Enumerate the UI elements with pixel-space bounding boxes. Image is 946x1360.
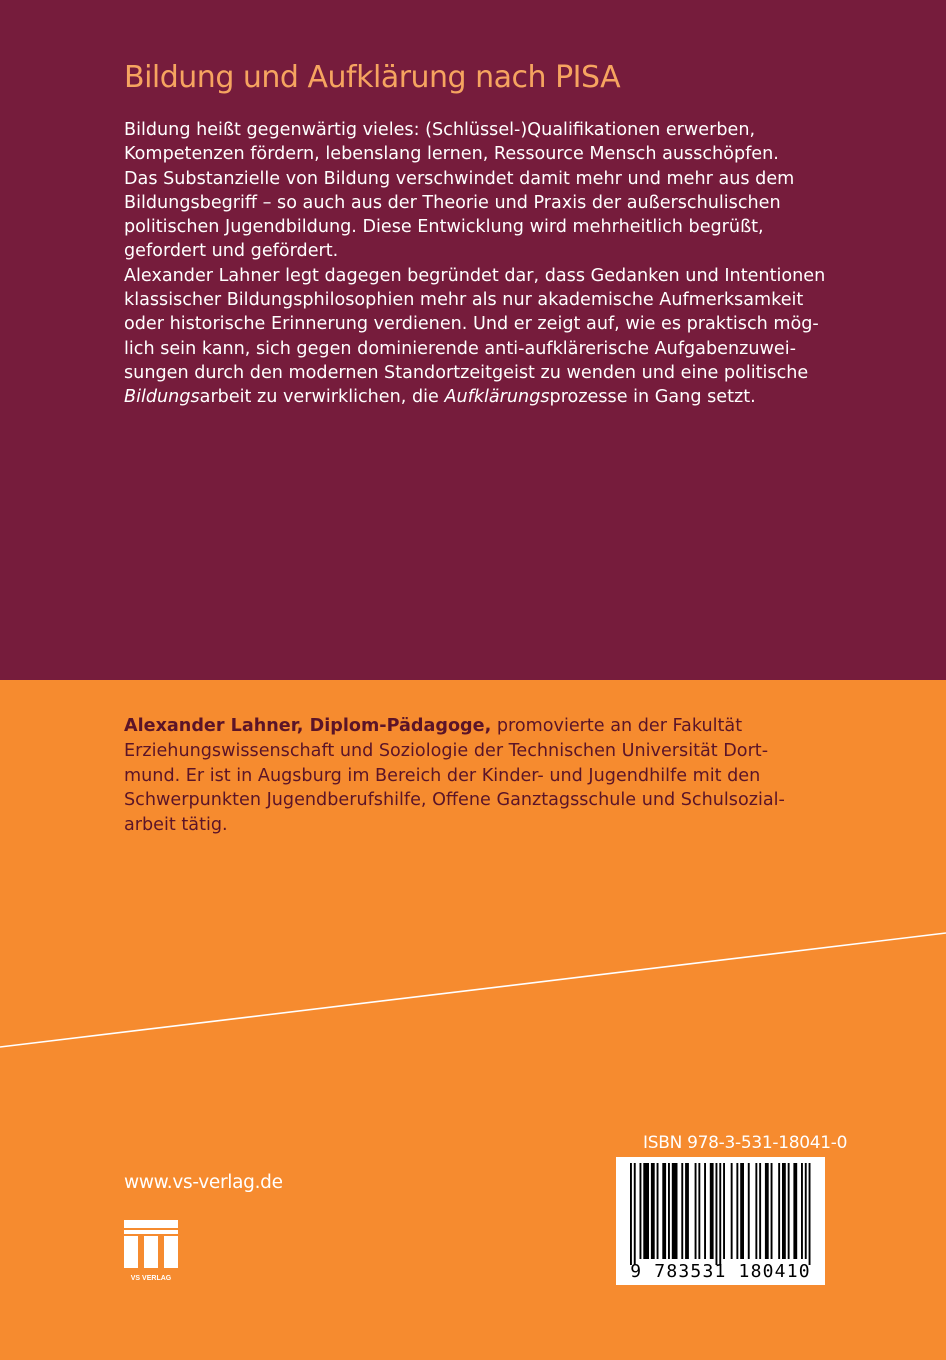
barcode-bar (765, 1163, 769, 1259)
barcode-bar (736, 1163, 738, 1259)
blurb-line: Das Substanzielle von Bildung verschwindet damit mehr und mehr aus dem (124, 168, 795, 189)
blurb-line: Alexander Lahner legt dagegen begründet dar, dass Gedanken und Intentionen (124, 265, 826, 286)
barcode-bar (805, 1163, 807, 1259)
barcode-bar (651, 1163, 655, 1259)
author-line: mund. Er ist in Augsburg im Bereich der Kinder- und Jugendhilfe mit den (124, 765, 761, 786)
blurb-line: Bildung heißt gegenwärtig vieles: (Schlüssel-)Qualifikationen erwerben, (124, 120, 756, 140)
barcode-bar (723, 1163, 725, 1259)
barcode-bar (710, 1163, 714, 1259)
barcode-bar (704, 1163, 706, 1259)
barcode-bar (759, 1163, 761, 1259)
barcode-bar (748, 1163, 750, 1259)
book-title: Bildung und Aufklärung nach PISA (124, 60, 621, 95)
barcode-bar (801, 1163, 803, 1259)
author-line: Erziehungswissenschaft und Soziologie der Technischen Universität Dort- (124, 740, 769, 761)
barcode-bar (755, 1163, 757, 1259)
barcode-bar (668, 1163, 670, 1259)
blurb-text (124, 118, 844, 410)
barcode-bar (698, 1163, 700, 1259)
blurb-line: sungen durch den modernen Standortzeitgeist zu wenden und eine politische (124, 362, 809, 383)
barcode-bar (716, 1163, 718, 1265)
blurb-line: oder historische Erinnerung verdienen. Und er zeigt auf, wie es praktisch mög- (124, 314, 819, 335)
barcode-bar (630, 1163, 632, 1265)
author-bio (124, 714, 844, 838)
barcode-bar (771, 1163, 773, 1259)
isbn-label: ISBN 978-3-531-18041-0 (643, 1133, 848, 1153)
vs-logo-icon (124, 1220, 178, 1282)
barcode-bar (643, 1163, 649, 1259)
publisher-logo (124, 1220, 178, 1282)
blurb-fragment: prozesse in Gang setzt. (549, 387, 756, 408)
emphasis-aufklaerungs: Aufklärungs (444, 387, 550, 408)
author-name: Alexander Lahner, Diplom-Pädagoge, (124, 716, 492, 736)
barcode-bar (719, 1163, 721, 1265)
barcode-bar (672, 1163, 678, 1259)
blurb-line: gefordert und gefördert. (124, 241, 339, 262)
barcode-bar (731, 1163, 733, 1259)
barcode-bar (740, 1163, 744, 1259)
author-line (124, 714, 844, 739)
barcode-bar (788, 1163, 790, 1259)
barcode (616, 1157, 825, 1285)
blurb-fragment: arbeit zu verwirklichen, die (199, 387, 445, 408)
publisher-website-link[interactable]: www.vs-verlag.de (124, 1172, 283, 1193)
blurb-line: klassischer Bildungsphilosophien mehr als nur akademische Aufmerksamkeit (124, 290, 804, 311)
barcode-digits: 9 783531 180410 (630, 1261, 811, 1282)
barcode-bar (782, 1163, 786, 1259)
barcode-bar (634, 1163, 636, 1265)
barcode-bar (695, 1163, 697, 1259)
barcode-bar (793, 1163, 797, 1259)
blurb-line: Bildungsbegriff – so auch aus der Theorie und Praxis der außerschulischen (124, 192, 781, 213)
barcode-bar (685, 1163, 689, 1259)
logo-wordmark: VS VERLAG (130, 1275, 172, 1282)
blurb-line-last (124, 385, 844, 409)
author-fragment: promovierte an der Fakultät (491, 716, 743, 736)
diagonal-line (0, 920, 946, 1060)
barcode-bar (809, 1163, 811, 1265)
blurb-line: Kompetenzen fördern, lebenslang lernen, Ressource Mensch ausschöpfen. (124, 144, 779, 165)
barcode-bar (657, 1163, 659, 1259)
barcode-bar (681, 1163, 683, 1259)
barcode-bar (778, 1163, 780, 1259)
emphasis-bildungs: Bildungs (124, 387, 200, 408)
barcode-bar (662, 1163, 666, 1259)
blurb-line: politischen Jugendbildung. Diese Entwicklung wird mehrheitlich begrüßt, (124, 217, 764, 238)
author-line: Schwerpunkten Jugendberufshilfe, Offene Ganztagsschule und Schulsozial- (124, 790, 785, 811)
blurb-line: lich sein kann, sich gegen dominierende anti-aufklärerische Aufgabenzuwei- (124, 338, 796, 359)
barcode-bar (640, 1163, 642, 1259)
author-line: arbeit tätig. (124, 815, 228, 836)
